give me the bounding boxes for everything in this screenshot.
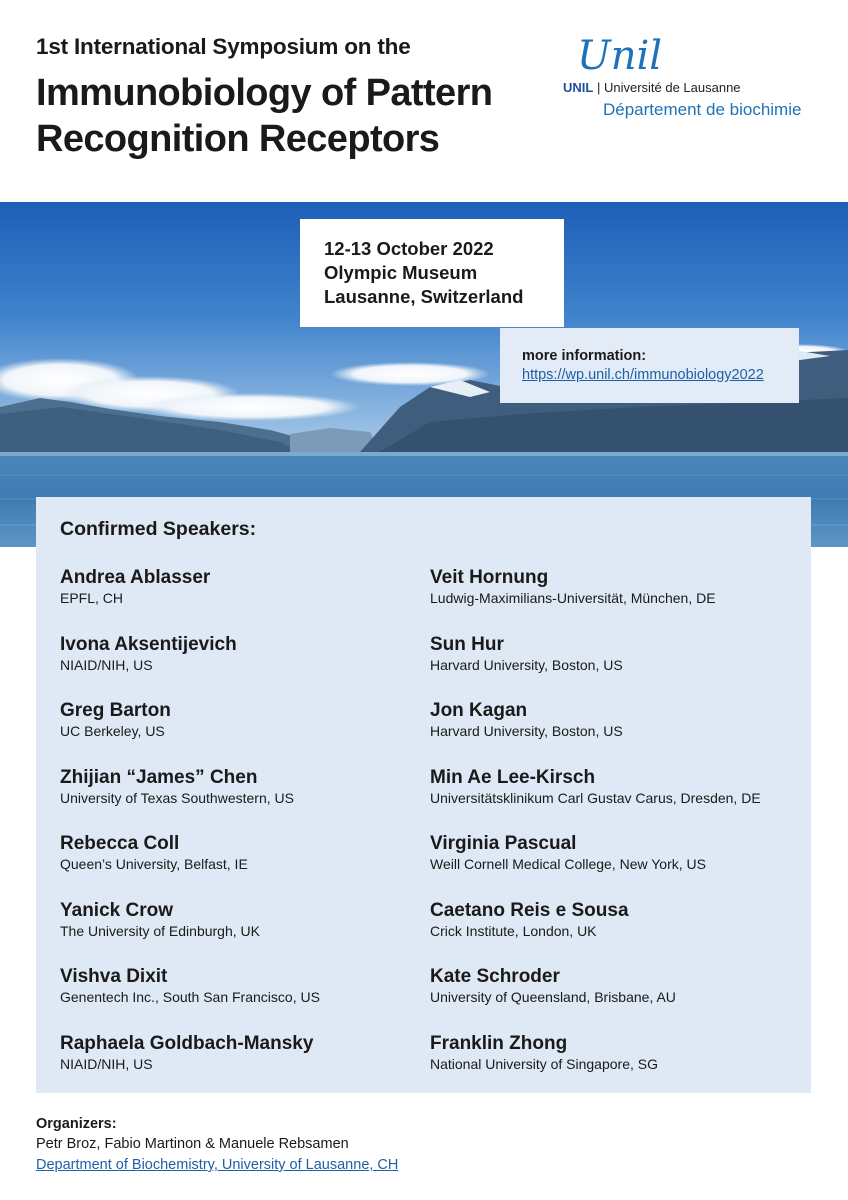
- speaker-affiliation: University of Texas Southwestern, US: [60, 789, 294, 806]
- logo-short: UNIL: [563, 80, 594, 95]
- speaker-affiliation: University of Queensland, Brisbane, AU: [430, 989, 676, 1005]
- speaker-affiliation: Weill Cornell Medical College, New York, US: [430, 856, 706, 872]
- speaker-name: Ivona Aksentijevich: [60, 633, 237, 655]
- unil-logo: [563, 33, 833, 128]
- logo-department: Département de biochimie: [603, 100, 802, 119]
- unil-script-logo: [575, 33, 675, 77]
- speaker-name: Caetano Reis e Sousa: [430, 899, 629, 921]
- speaker-affiliation: Universitätsklinikum Carl Gustav Carus, Dresden, DE: [430, 789, 761, 806]
- speaker-entry: [60, 634, 320, 701]
- event-city: Lausanne, Switzerland: [324, 286, 524, 307]
- organizers-names: Petr Broz, Fabio Martinon & Manuele Rebsamen: [36, 1136, 349, 1152]
- speaker-entry: [430, 833, 761, 900]
- speaker-name: Virginia Pascual: [430, 833, 577, 854]
- page-title: Immunobiology of Pattern Recognition Receptors: [36, 72, 493, 160]
- speaker-name: Veit Hornung: [430, 567, 549, 588]
- event-date: 12-13 October 2022: [324, 238, 494, 259]
- event-venue: Olympic Museum: [324, 262, 478, 283]
- logo-university-line: [563, 80, 741, 95]
- symposium-website-link[interactable]: https://wp.unil.ch/immunobiology2022: [522, 367, 764, 383]
- speaker-entry: [430, 767, 761, 834]
- speaker-name: Vishva Dixit: [60, 966, 168, 987]
- speaker-affiliation: UC Berkeley, US: [60, 723, 165, 739]
- department-link[interactable]: Department of Biochemistry, University of Lausanne, CH: [36, 1157, 399, 1173]
- speaker-entry: [60, 567, 320, 634]
- speaker-affiliation: Harvard University, Boston, US: [430, 656, 623, 673]
- speaker-entry: [60, 1033, 320, 1100]
- speaker-entry: [60, 966, 320, 1033]
- speaker-name: Franklin Zhong: [430, 1032, 568, 1054]
- organizers-heading: Organizers:: [36, 1116, 117, 1132]
- speaker-affiliation: National University of Singapore, SG: [430, 1055, 658, 1072]
- speaker-affiliation: NIAID/NIH, US: [60, 1055, 153, 1072]
- speaker-name: Min Ae Lee-Kirsch: [430, 766, 596, 788]
- speaker-name: Rebecca Coll: [60, 833, 180, 854]
- speaker-affiliation: Crick Institute, London, UK: [430, 922, 597, 939]
- speaker-affiliation: Queen’s University, Belfast, IE: [60, 856, 248, 872]
- speaker-affiliation: The University of Edinburgh, UK: [60, 922, 260, 939]
- speaker-entry: [430, 966, 761, 1033]
- svg-text:Unil: Unil: [577, 33, 663, 77]
- logo-separator: |: [593, 80, 604, 95]
- speaker-entry: [60, 833, 320, 900]
- speaker-entry: [60, 700, 320, 767]
- speaker-entry: [60, 900, 320, 967]
- speaker-name: Yanick Crow: [60, 899, 173, 921]
- more-info-label: more information:: [522, 348, 647, 364]
- speakers-panel: [36, 497, 811, 1093]
- speaker-affiliation: Ludwig-Maximilians-Universität, München, DE: [430, 590, 716, 606]
- speaker-affiliation: EPFL, CH: [60, 590, 124, 606]
- speaker-affiliation: Harvard University, Boston, US: [430, 723, 623, 739]
- speaker-name: Kate Schroder: [430, 966, 560, 987]
- speakers-heading: Confirmed Speakers:: [60, 518, 257, 540]
- more-info-box: [500, 328, 799, 403]
- speaker-entry: [430, 567, 761, 634]
- subtitle: 1st International Symposium on the: [36, 34, 411, 59]
- speaker-affiliation: Genentech Inc., South San Francisco, US: [60, 989, 320, 1005]
- speaker-name: Zhijian “James” Chen: [60, 766, 258, 788]
- speaker-name: Sun Hur: [430, 633, 504, 655]
- organizers-section: [36, 1114, 398, 1176]
- speaker-entry: [430, 700, 761, 767]
- speaker-name: Andrea Ablasser: [60, 567, 211, 588]
- speaker-name: Greg Barton: [60, 700, 171, 721]
- speaker-entry: [430, 634, 761, 701]
- speaker-entry: [430, 900, 761, 967]
- speakers-column-right: [430, 567, 761, 1099]
- event-details-box: [300, 219, 564, 327]
- speaker-affiliation: NIAID/NIH, US: [60, 656, 153, 673]
- header: [0, 0, 848, 202]
- logo-university: Université de Lausanne: [603, 80, 741, 95]
- speakers-column-left: [60, 567, 320, 1099]
- speaker-entry: [430, 1033, 761, 1100]
- speaker-entry: [60, 767, 320, 834]
- speaker-name: Raphaela Goldbach-Mansky: [60, 1032, 314, 1054]
- speaker-name: Jon Kagan: [430, 700, 528, 721]
